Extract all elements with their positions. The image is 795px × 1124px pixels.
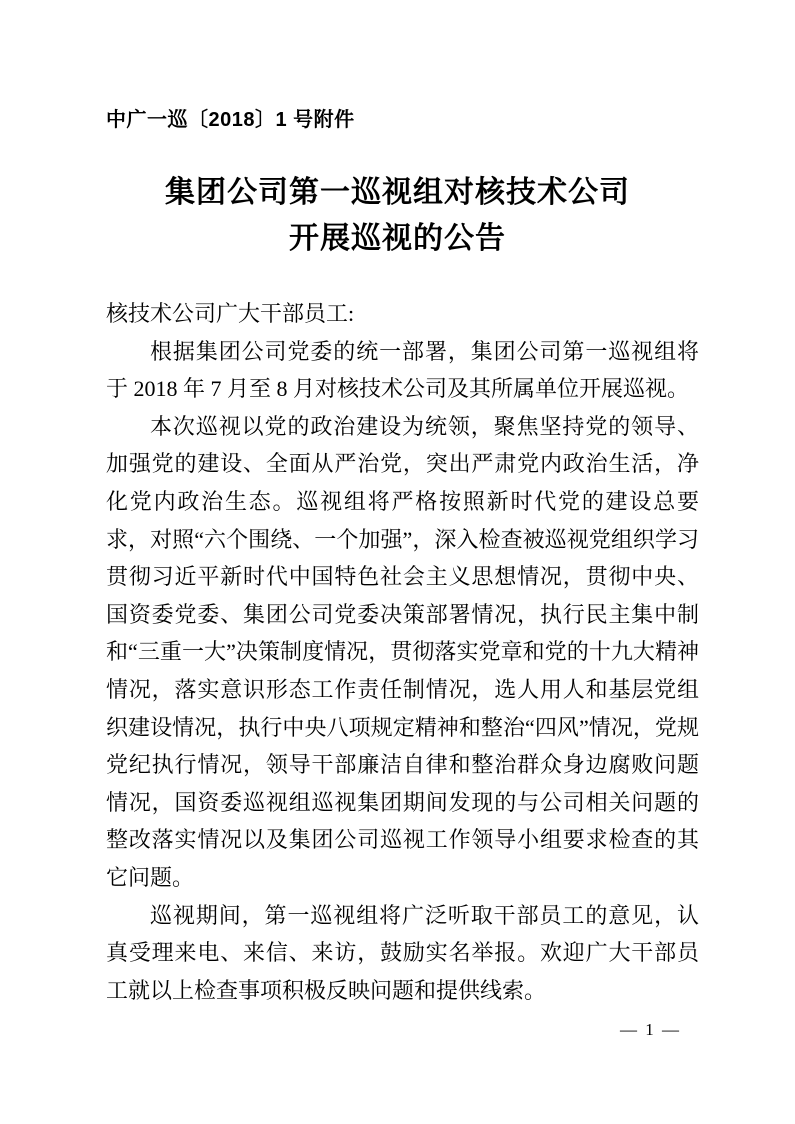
title-line-1: 集团公司第一巡视组对核技术公司 <box>165 176 630 209</box>
paragraph-2: 本次巡视以党的政治建设为统领，聚焦坚持党的领导、加强党的建设、全面从严治党，突出严肃党内政治生活，净化党内政治生态。巡视组将严格按照新时代党的建设总要求，对照“六个围绕、一个加强”，深入检查被巡视党组织学习贯彻习近平新时代中国特色社会主义思想情况，贯彻中央、国资委党委、集团公司党委决策部署情况，执行民主集中制和“三重一大”决策制度情况，贯彻落实党章和党的十九大精神情况，落实意识形态工作责任制情况，选人用人和基层党组织建设情况，执行中央八项规定精神和整治“四风”情况，党规党纪执行情况，领导干部廉洁自律和整治群众身边腐败问题情况，国资委巡视组巡视集团期间发现的与公司相关问题的整改落实情况以及集团公司巡视工作领导小组要求检查的其它问题。 <box>106 413 700 890</box>
paragraph-1: 根据集团公司党委的统一部署，集团公司第一巡视组将于 2018 年 7 月至 8 月对核技术公司及其所属单位开展巡视。 <box>106 338 699 402</box>
document-body <box>106 295 699 1009</box>
title-line-2: 开展巡视的公告 <box>289 222 506 255</box>
page-number: — 1 — <box>620 1020 681 1039</box>
paragraph-3: 巡视期间，第一巡视组将广泛听取干部员工的意见，认真受理来电、来信、来访，鼓励实名举报。欢迎广大干部员工就以上检查事项积极反映问题和提供线索。 <box>106 902 699 1003</box>
document-title <box>0 170 795 262</box>
salutation: 核技术公司广大干部员工: <box>106 301 355 326</box>
doc-number: 中广一巡〔2018〕1 号附件 <box>106 109 355 131</box>
